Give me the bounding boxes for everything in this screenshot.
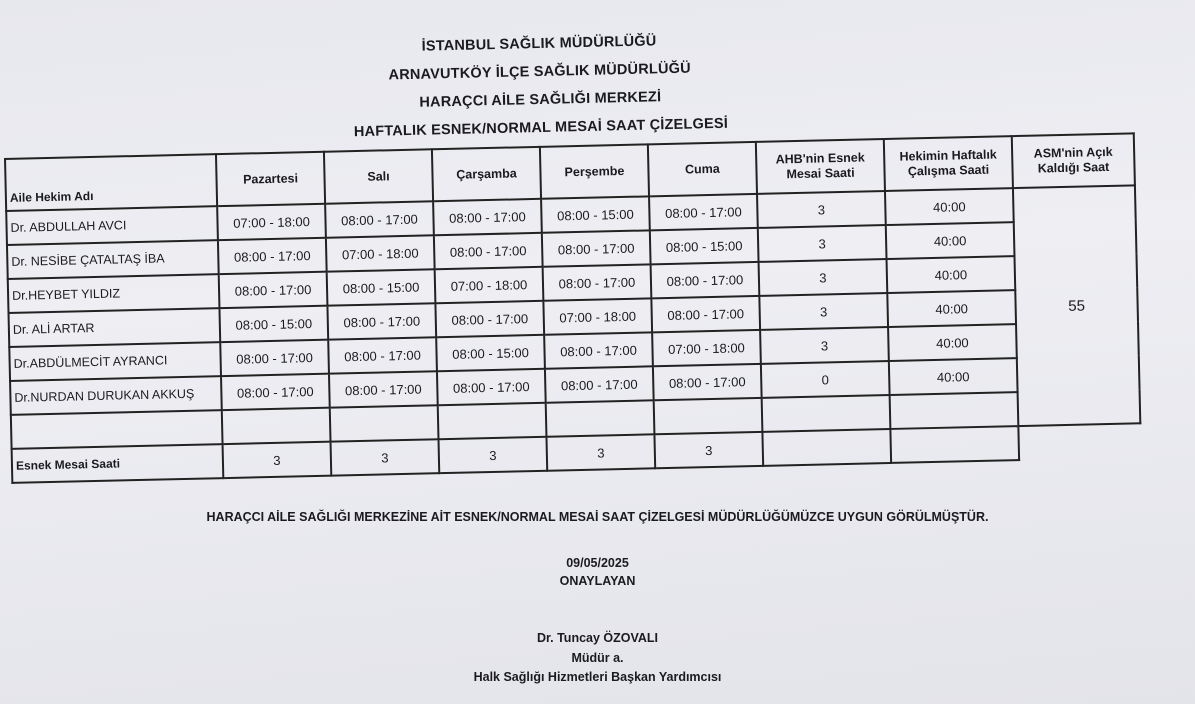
hours-mon: 08:00 - 17:00 — [220, 340, 329, 376]
header-line-3: HARAÇCI AİLE SAĞLIĞI MERKEZİ — [419, 89, 662, 111]
empty-cell — [654, 398, 763, 434]
hours-thu: 08:00 - 15:00 — [541, 196, 650, 232]
hours-mon: 08:00 - 17:00 — [221, 374, 330, 410]
col-header-mon: Pazartesi — [216, 152, 325, 206]
approval-statement: HARAÇCI AİLE SAĞLIĞI MERKEZİNE AİT ESNEK/NORMAL MESAİ SAAT ÇİZELGESİ MÜDÜRLÜĞÜMÜZCE UYGUN GÖRÜLMÜŞTÜR. — [206, 510, 989, 524]
hours-thu: 08:00 - 17:00 — [543, 264, 652, 300]
hours-fri: 08:00 - 17:00 — [651, 262, 760, 298]
hours-tue: 08:00 - 17:00 — [327, 303, 436, 339]
esnek-label: Esnek Mesai Saati — [12, 444, 224, 483]
ahb-flex-hours: 3 — [757, 191, 886, 228]
hours-fri: 08:00 - 17:00 — [651, 296, 760, 332]
esnek-mon: 3 — [223, 442, 332, 478]
weekly-hours: 40:00 — [889, 358, 1018, 395]
col-header-asm: ASM'nin Açık Kaldığı Saat — [1012, 133, 1135, 188]
approval-date: 09/05/2025 — [566, 556, 629, 570]
hours-mon: 08:00 - 15:00 — [219, 306, 328, 342]
hours-tue: 08:00 - 17:00 — [325, 201, 434, 237]
hours-wed: 08:00 - 17:00 — [435, 301, 544, 337]
col-header-wed: Çarşamba — [432, 147, 541, 201]
ahb-flex-hours: 3 — [759, 293, 888, 330]
header-line-1: İSTANBUL SAĞLIK MÜDÜRLÜĞÜ — [421, 33, 657, 55]
hours-wed: 08:00 - 15:00 — [436, 335, 545, 371]
col-header-weekly: Hekimin Haftalık Çalışma Saati — [884, 136, 1013, 191]
empty-cell — [330, 405, 439, 441]
doctor-name: Dr. ALİ ARTAR — [9, 308, 221, 347]
approved-by-label: ONAYLAYAN — [559, 574, 636, 588]
hours-tue: 08:00 - 15:00 — [327, 269, 436, 305]
hours-thu: 08:00 - 17:00 — [544, 332, 653, 368]
esnek-fri: 3 — [654, 432, 763, 468]
empty-cell — [890, 426, 1019, 463]
hours-tue: 08:00 - 17:00 — [329, 371, 438, 407]
header-line-4: HAFTALIK ESNEK/NORMAL MESAİ SAAT ÇİZELGESİ — [353, 115, 729, 141]
hours-wed: 07:00 - 18:00 — [435, 267, 544, 303]
schedule-table-wrapper — [4, 132, 1142, 484]
empty-cell — [762, 429, 891, 466]
header-line-2: ARNAVUTKÖY İLÇE SAĞLIK MÜDÜRLÜĞÜ — [388, 60, 691, 84]
hours-wed: 08:00 - 17:00 — [433, 199, 542, 235]
hours-wed: 08:00 - 17:00 — [437, 369, 546, 405]
hours-wed: 08:00 - 17:00 — [434, 233, 543, 269]
col-header-name: Aile Hekim Adı — [5, 154, 217, 211]
hours-mon: 07:00 - 18:00 — [217, 204, 326, 240]
weekly-hours: 40:00 — [886, 222, 1015, 259]
hours-fri: 08:00 - 17:00 — [653, 364, 762, 400]
empty-cell — [762, 395, 891, 432]
esnek-tue: 3 — [331, 439, 440, 475]
weekly-hours: 40:00 — [887, 290, 1016, 327]
hours-mon: 08:00 - 17:00 — [219, 272, 328, 308]
weekly-hours: 40:00 — [887, 256, 1016, 293]
empty-cell — [546, 400, 655, 436]
esnek-thu: 3 — [546, 434, 655, 470]
empty-cell — [11, 410, 223, 449]
empty-cell — [222, 408, 331, 444]
doctor-name: Dr. NESİBE ÇATALTAŞ İBA — [7, 240, 219, 279]
col-header-ahb: AHB'nin Esnek Mesai Saati — [756, 139, 885, 194]
hours-fri: 08:00 - 15:00 — [650, 228, 759, 264]
esnek-wed: 3 — [438, 437, 547, 473]
doctor-name: Dr.NURDAN DURUKAN AKKUŞ — [10, 376, 222, 415]
col-header-tue: Salı — [324, 149, 433, 203]
empty-cell — [890, 392, 1019, 429]
signer-title-2: Halk Sağlığı Hizmetleri Başkan Yardımcısı — [473, 670, 722, 684]
signer-name: Dr. Tuncay ÖZOVALI — [536, 631, 659, 645]
col-header-thu: Perşembe — [540, 144, 649, 198]
hours-fri: 07:00 - 18:00 — [652, 330, 761, 366]
hours-fri: 08:00 - 17:00 — [649, 194, 758, 230]
schedule-table — [4, 132, 1142, 484]
hours-thu: 08:00 - 17:00 — [545, 366, 654, 402]
doctor-name: Dr. ABDULLAH AVCI — [6, 206, 218, 245]
doctor-name: Dr.HEYBET YILDIZ — [8, 274, 220, 313]
ahb-flex-hours: 0 — [761, 361, 890, 398]
hours-thu: 08:00 - 17:00 — [542, 230, 651, 266]
ahb-flex-hours: 3 — [758, 225, 887, 262]
document-header — [299, 25, 781, 148]
weekly-hours: 40:00 — [888, 324, 1017, 361]
weekly-hours: 40:00 — [885, 188, 1014, 225]
hours-tue: 08:00 - 17:00 — [328, 337, 437, 373]
doctor-name: Dr.ABDÜLMECİT AYRANCI — [9, 342, 221, 381]
asm-open-hours: 55 — [1013, 185, 1140, 426]
hours-tue: 07:00 - 18:00 — [326, 235, 435, 271]
signer-title-1: Müdür a. — [571, 651, 624, 665]
ahb-flex-hours: 3 — [760, 327, 889, 364]
ahb-flex-hours: 3 — [759, 259, 888, 296]
hours-thu: 07:00 - 18:00 — [543, 298, 652, 334]
hours-mon: 08:00 - 17:00 — [218, 238, 327, 274]
empty-cell — [438, 403, 547, 439]
col-header-fri: Cuma — [648, 142, 757, 196]
